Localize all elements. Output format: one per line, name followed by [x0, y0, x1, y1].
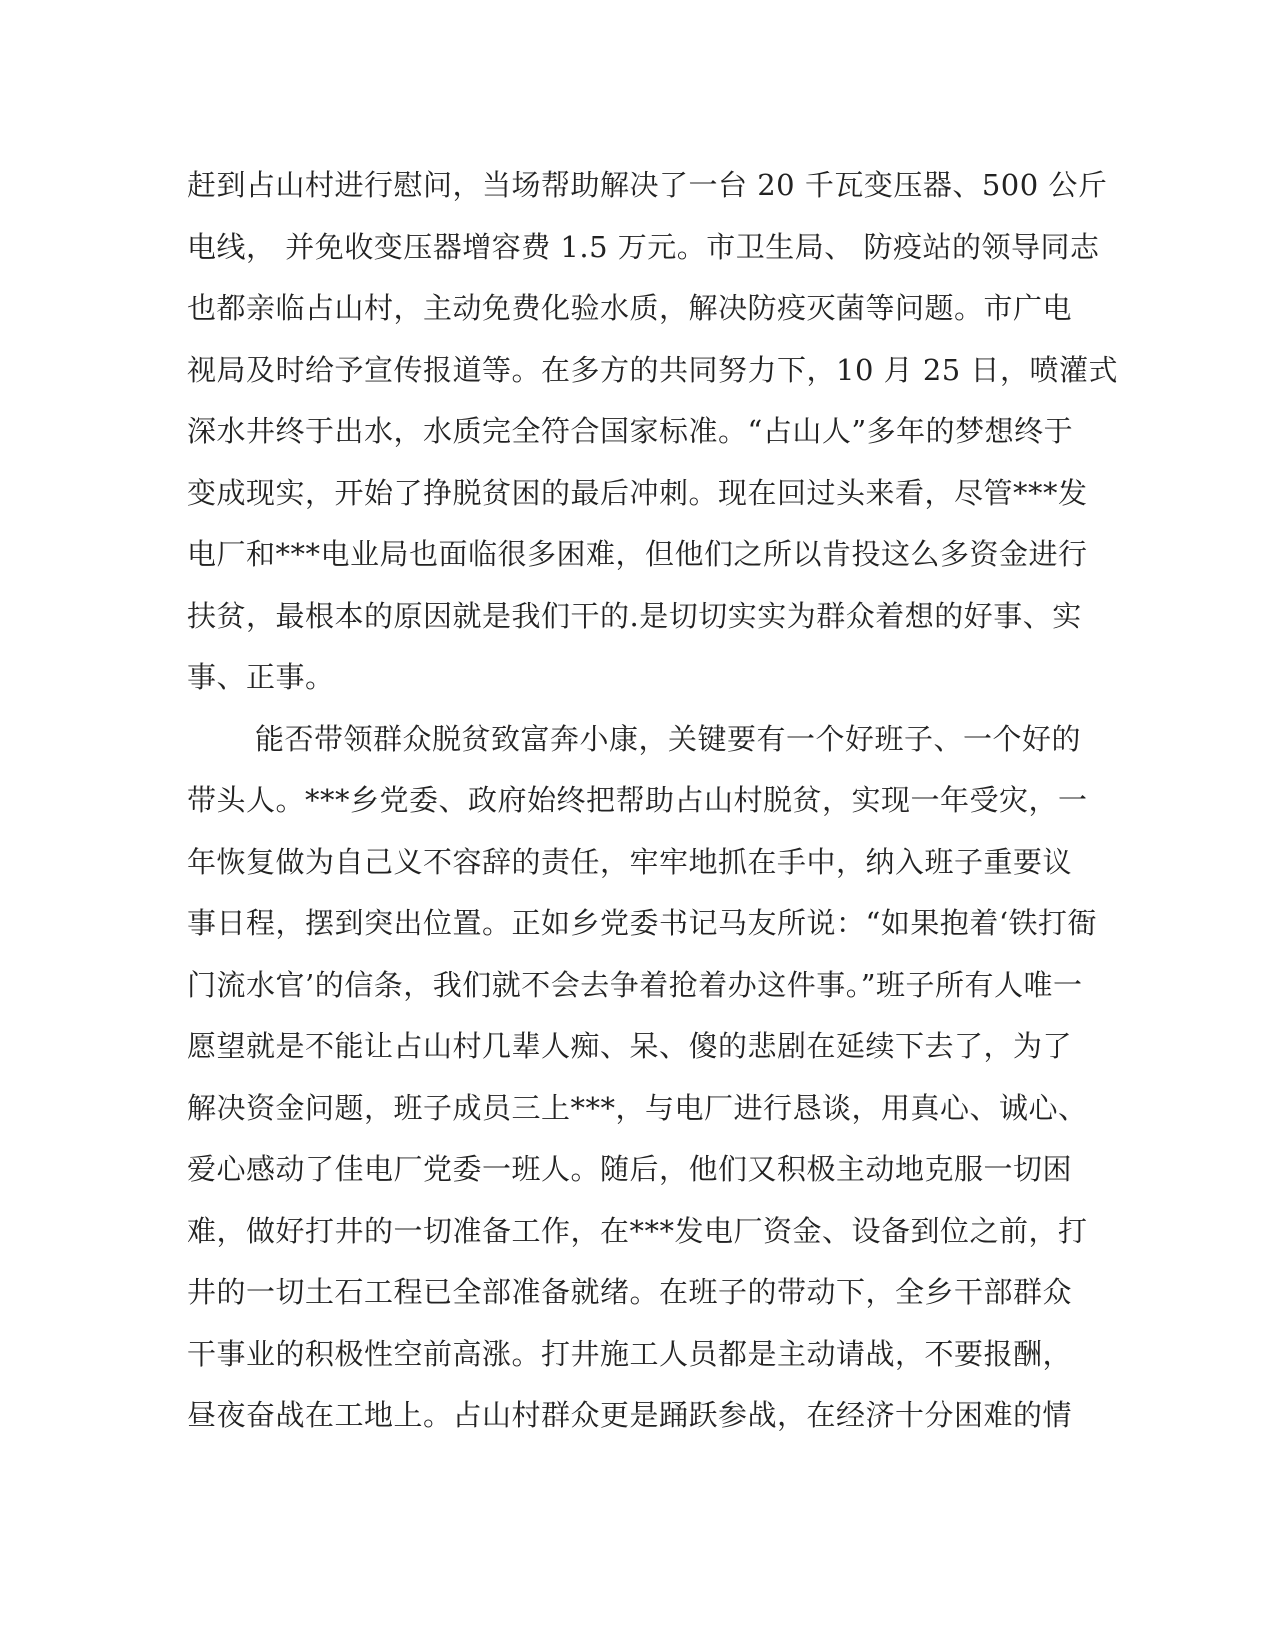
- text-line: 电线， 并免收变压器增容费 1.5 万元。市卫生局、 防疫站的领导同志: [187, 229, 1100, 264]
- text-line: 愿望就是不能让占山村几辈人痴、呆、傻的悲剧在延续下去了，为了: [187, 1029, 1073, 1063]
- text-line: 爱心感动了佳电厂党委一班人。随后，他们又积极主动地克服一切困: [187, 1152, 1073, 1186]
- text-line: 解决资金问题，班子成员三上***，与电厂进行恳谈，用真心、诚心、: [187, 1090, 1088, 1125]
- text-line: 事日程，摆到突出位置。正如乡党委书记马友所说：“如果抱着‘铁打衙: [187, 906, 1098, 940]
- text-line: 视局及时给予宣传报道等。在多方的共同努力下，10 月 25 日，喷灌式: [187, 352, 1118, 387]
- text-line: 井的一切土石工程已全部准备就绪。在班子的带动下，全乡干部群众: [187, 1275, 1073, 1309]
- text-line: 也都亲临占山村，主动免费化验水质，解决防疫灭菌等问题。市广电: [187, 291, 1073, 325]
- text-line: 年恢复做为自己义不容辞的责任，牢牢地抓在手中，纳入班子重要议: [187, 844, 1073, 879]
- text-line: 带头人。***乡党委、政府始终把帮助占山村脱贫，实现一年受灾，一: [187, 783, 1088, 817]
- text-line: 难，做好打井的一切准备工作，在***发电厂资金、设备到位之前，打: [187, 1213, 1088, 1248]
- text-line: 事、正事。: [187, 660, 335, 694]
- text-line: 变成现实，开始了挣脱贫困的最后冲刺。现在回过头来看，尽管***发: [187, 475, 1088, 510]
- text-line: 赶到占山村进行慰问，当场帮助解决了一台 20 千瓦变压器、500 公斤: [187, 168, 1108, 202]
- text-line: 昼夜奋战在工地上。占山村群众更是踊跃参战，在经济十分困难的情: [187, 1398, 1073, 1432]
- text-line: 门流水官’的信条，我们就不会去争着抢着办这件事。”班子所有人唯一: [187, 967, 1083, 1002]
- text-line: 扶贫，最根本的原因就是我们干的.是切切实实为群众着想的好事、实: [187, 598, 1082, 633]
- paragraph-first-line: 能否带领群众脱贫致富奔小康，关键要有一个好班子、一个好的: [255, 721, 1082, 756]
- body-text: [187, 155, 1118, 1447]
- text-line: 电厂和***电业局也面临很多困难，但他们之所以肯投这么多资金进行: [187, 537, 1088, 571]
- text-line: 干事业的积极性空前高涨。打井施工人员都是主动请战，不要报酬，: [187, 1336, 1073, 1371]
- text-line: 深水井终于出水，水质完全符合国家标准。“占山人”多年的梦想终于: [187, 414, 1074, 448]
